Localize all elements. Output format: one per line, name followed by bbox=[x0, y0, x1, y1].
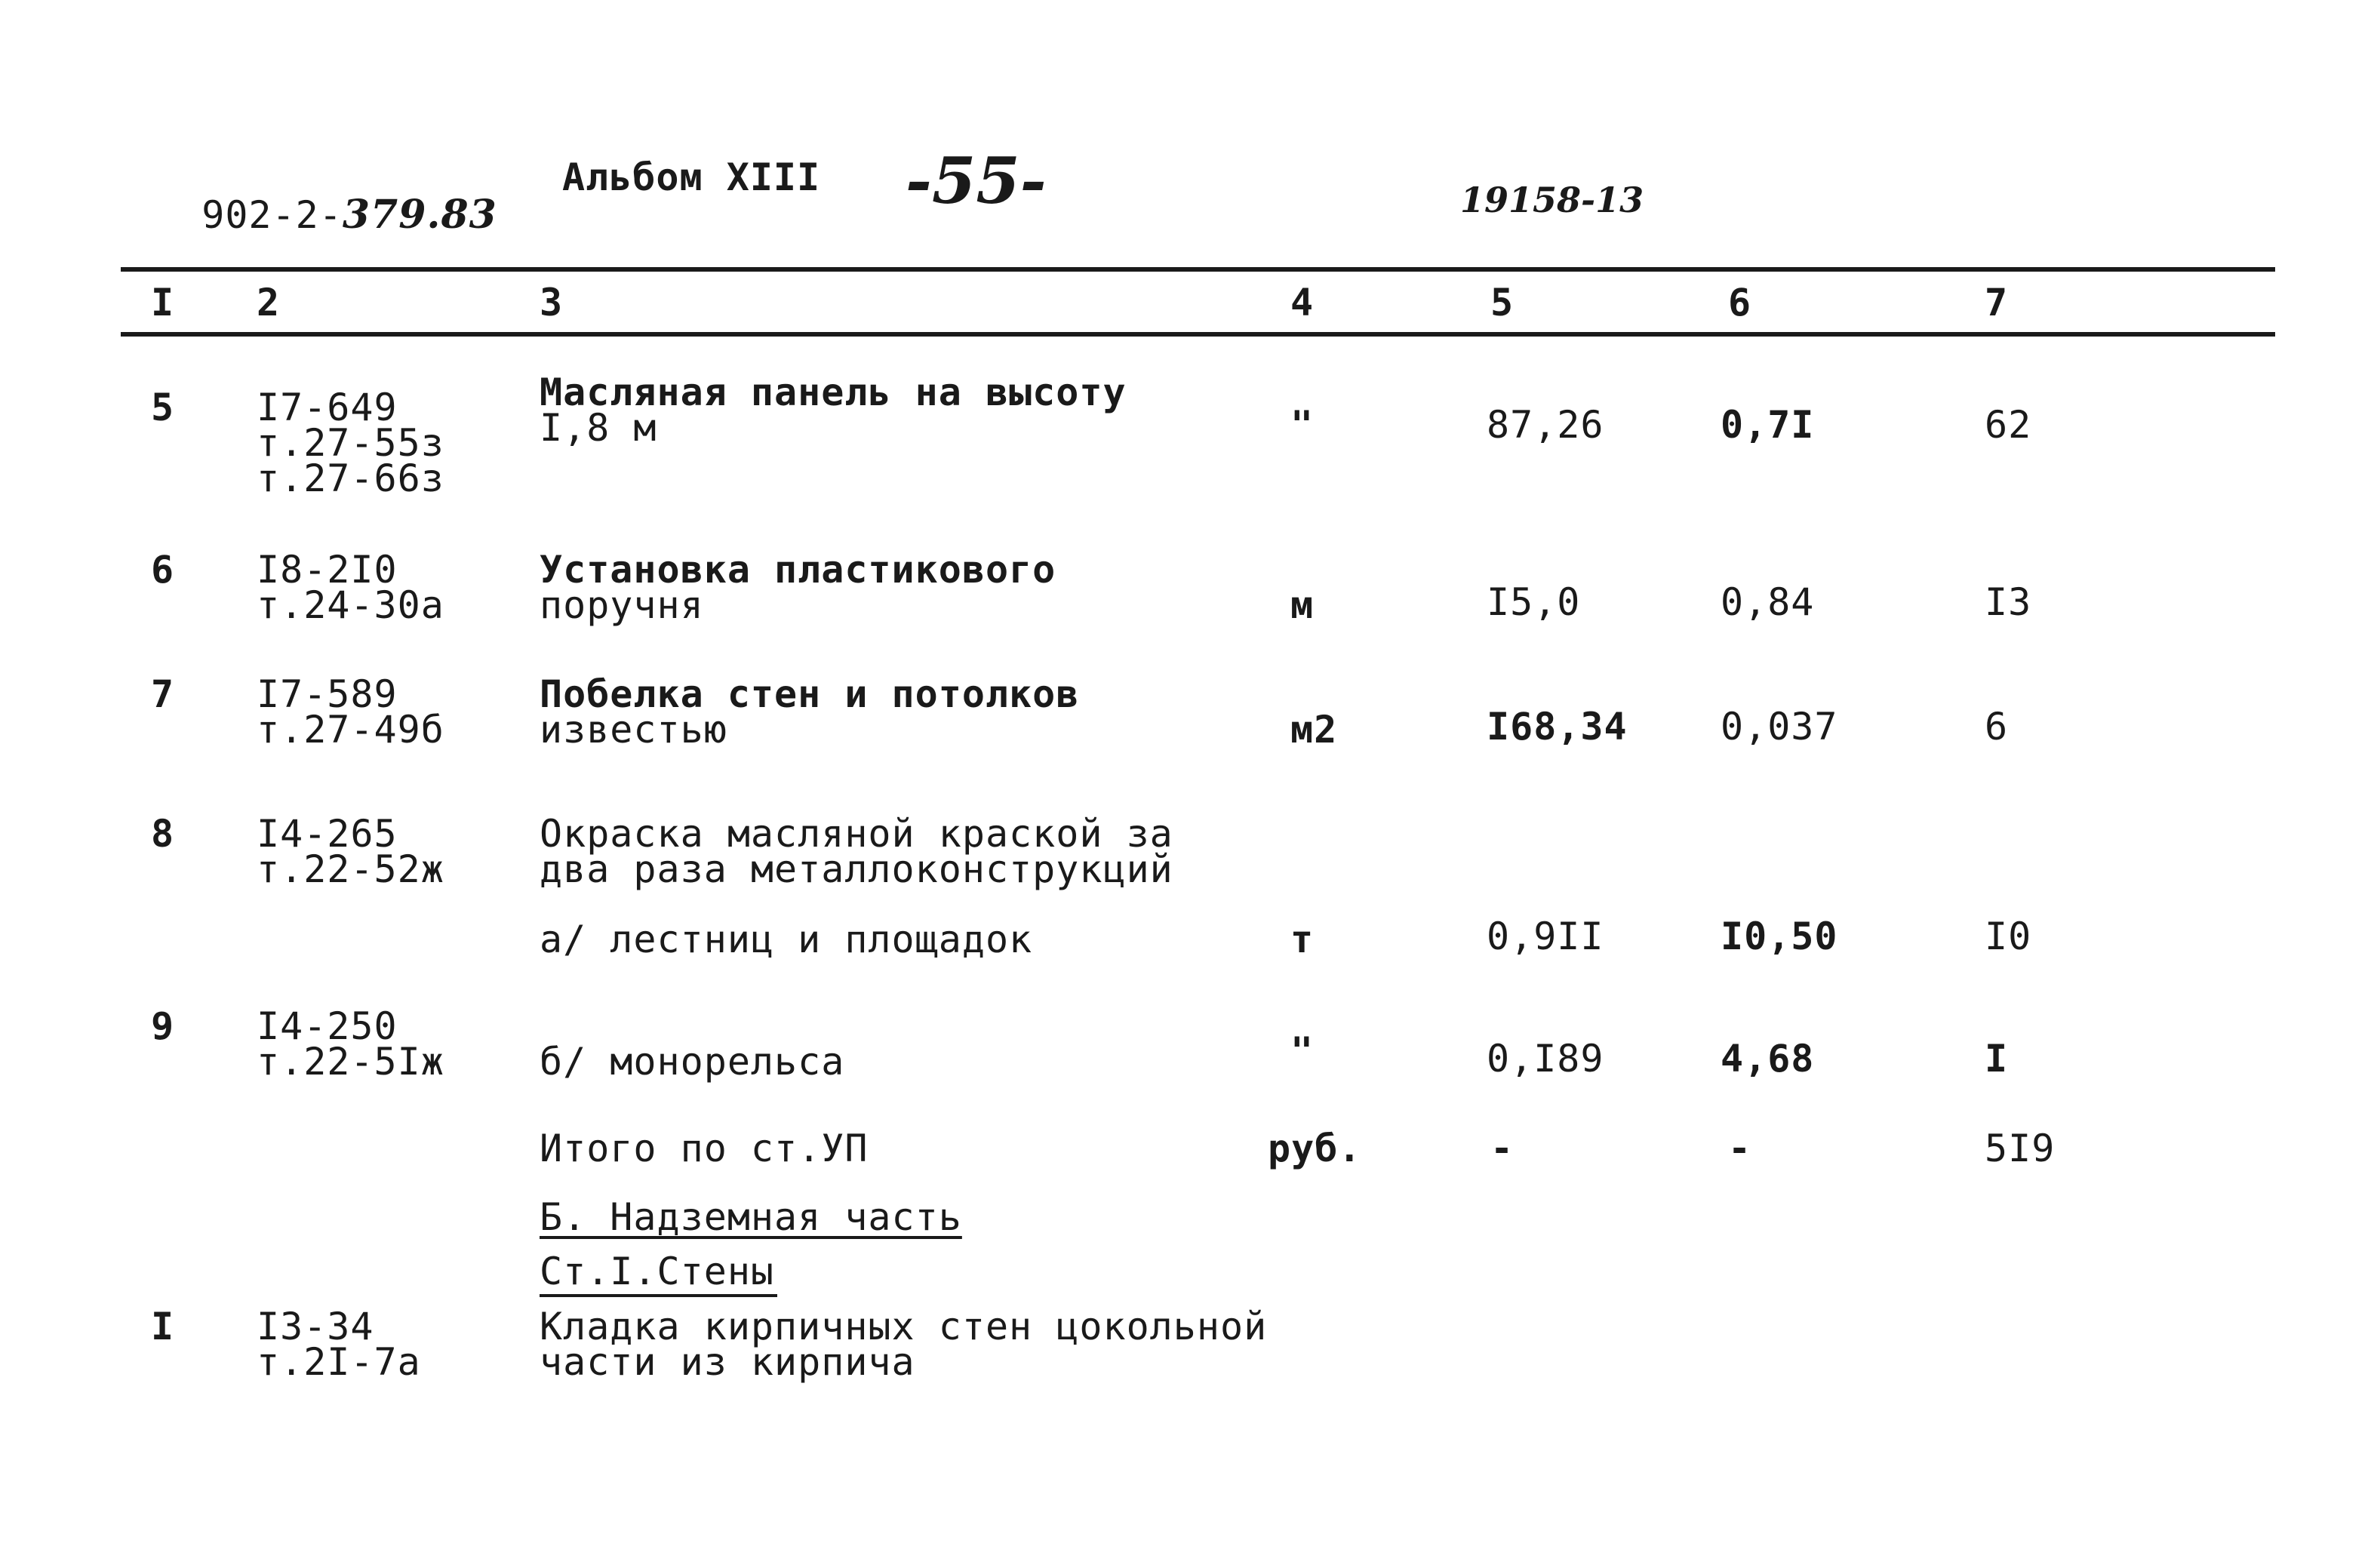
doc-number-handwritten: 379.83 bbox=[342, 192, 497, 238]
doc-number-prefix: 902-2- bbox=[201, 193, 343, 237]
unit-price: 0,037 bbox=[1721, 705, 1838, 749]
sub-item-description: б/ монорельса bbox=[540, 1040, 845, 1084]
unit: м bbox=[1290, 583, 1315, 627]
norm-code: I8-2I0 bbox=[257, 548, 398, 592]
row-number: 5 bbox=[151, 386, 175, 429]
unit-price: 4,68 bbox=[1721, 1037, 1815, 1081]
col-header-4: 4 bbox=[1290, 281, 1314, 324]
norm-table: т.27-66з bbox=[257, 457, 444, 500]
norm-code: I7-649 bbox=[257, 386, 398, 429]
quantity: I68,34 bbox=[1487, 705, 1628, 749]
norm-code: I4-265 bbox=[257, 812, 398, 856]
section-title: Б. Надземная часть bbox=[540, 1195, 962, 1239]
work-description: Окраска масляной краской за bbox=[540, 812, 1173, 856]
col-header-6: 6 bbox=[1728, 281, 1751, 324]
norm-code: I3-34 bbox=[257, 1305, 374, 1348]
sub-item-description: а/ лестниц и площадок bbox=[540, 918, 1033, 961]
subsection-underline bbox=[540, 1294, 777, 1297]
work-description: два раза металлоконструкций bbox=[540, 847, 1173, 891]
norm-table: т.22-52ж bbox=[257, 847, 444, 891]
page-number: -55- bbox=[906, 143, 1047, 218]
row-number: 8 bbox=[151, 812, 175, 856]
total-cost: I0 bbox=[1985, 915, 2032, 958]
norm-table: т.22-5Iж bbox=[257, 1040, 444, 1084]
quantity: - bbox=[1490, 1127, 1515, 1170]
norm-table: т.2I-7а bbox=[257, 1340, 421, 1384]
quantity: I5,0 bbox=[1487, 580, 1581, 624]
album-label: Альбом XIII bbox=[562, 155, 821, 199]
col-header-7: 7 bbox=[1985, 281, 2008, 324]
work-description: I,8 м bbox=[540, 406, 657, 450]
work-description: Масляная панель на высоту bbox=[540, 370, 1127, 414]
row-number: I bbox=[151, 1305, 175, 1348]
work-description: части из кирпича bbox=[540, 1340, 915, 1384]
header-bottom-rule bbox=[121, 332, 2275, 337]
total-cost: I3 bbox=[1985, 580, 2032, 624]
work-description: поручня bbox=[540, 583, 704, 627]
unit: т bbox=[1290, 918, 1315, 961]
row-number: 9 bbox=[151, 1004, 175, 1048]
quantity: 0,9II bbox=[1487, 915, 1604, 958]
total-label: Итого по ст.УП bbox=[540, 1127, 869, 1170]
total-cost: I bbox=[1985, 1037, 2009, 1081]
col-header-5: 5 bbox=[1490, 281, 1514, 324]
unit-price: 0,84 bbox=[1721, 580, 1815, 624]
unit-price: 0,7I bbox=[1721, 403, 1815, 447]
sheet-code: 19158-13 bbox=[1460, 180, 1644, 220]
work-description: Кладка кирпичных стен цокольной bbox=[540, 1305, 1268, 1348]
total-cost: 62 bbox=[1985, 403, 2032, 447]
quantity: 87,26 bbox=[1487, 403, 1604, 447]
work-description: Побелка стен и потолков bbox=[540, 672, 1080, 716]
unit: " bbox=[1290, 403, 1315, 447]
row-number: 6 bbox=[151, 548, 175, 592]
norm-table: т.24-30а bbox=[257, 583, 444, 627]
unit: " bbox=[1290, 1029, 1315, 1073]
work-description: Установка пластикового bbox=[540, 548, 1056, 592]
col-header-3: 3 bbox=[540, 281, 563, 324]
total-cost: 6 bbox=[1985, 705, 2009, 749]
header-top-rule bbox=[121, 267, 2275, 272]
norm-code: I4-250 bbox=[257, 1004, 398, 1048]
col-header-1: I bbox=[151, 281, 174, 324]
subsection-title: Ст.I.Стены bbox=[540, 1250, 775, 1293]
col-header-2: 2 bbox=[257, 281, 280, 324]
unit-price: - bbox=[1728, 1127, 1752, 1170]
norm-table: т.27-55з bbox=[257, 421, 444, 465]
total-cost: 5I9 bbox=[1985, 1127, 2056, 1170]
doc-number bbox=[155, 158, 497, 238]
norm-code: I7-589 bbox=[257, 672, 398, 716]
work-description: известью bbox=[540, 708, 727, 752]
quantity: 0,I89 bbox=[1487, 1037, 1604, 1081]
unit: руб. bbox=[1268, 1127, 1362, 1170]
row-number: 7 bbox=[151, 672, 175, 716]
norm-table: т.27-49б bbox=[257, 708, 444, 752]
unit: м2 bbox=[1290, 708, 1338, 752]
unit-price: I0,50 bbox=[1721, 915, 1838, 958]
